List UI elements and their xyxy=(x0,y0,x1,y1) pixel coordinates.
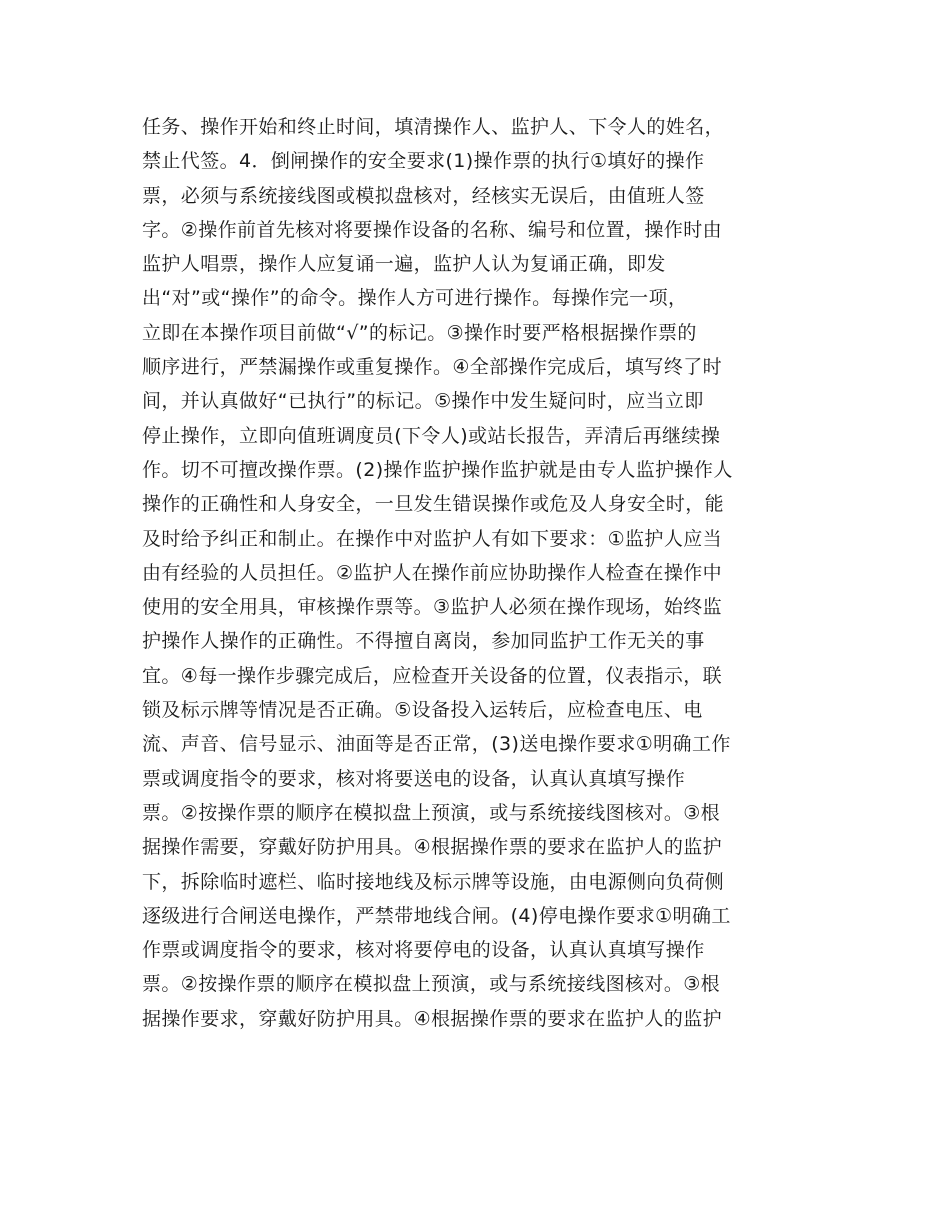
text-line: 出“对”或“操作”的命令。操作人方可进行操作。每操作完一项， xyxy=(142,287,688,310)
body-text xyxy=(142,110,822,1036)
text-line: 逐级进行合闸送电操作，严禁带地线合闸。(4)停电操作要求①明确工 xyxy=(142,904,731,927)
text-line: 字。②操作前首先核对将要操作设备的名称、编号和位置，操作时由 xyxy=(142,218,723,241)
text-line: 据操作需要，穿戴好防护用具。④根据操作票的要求在监护人的监护 xyxy=(142,836,723,859)
text-line: 作票或调度指令的要求，核对将要停电的设备，认真认真填写操作 xyxy=(142,939,705,962)
text-line: 护操作人操作的正确性。不得擅自离岗，参加同监护工作无关的事 xyxy=(142,630,705,653)
text-line: 票，必须与系统接线图或模拟盘核对，经核实无误后，由值班人签 xyxy=(142,184,705,207)
text-line: 监护人唱票，操作人应复诵一遍，监护人认为复诵正确，即发 xyxy=(142,253,666,276)
text-line: 顺序进行，严禁漏操作或重复操作。④全部操作完成后，填写终了时 xyxy=(142,356,723,379)
text-line: 据操作要求，穿戴好防护用具。④根据操作票的要求在监护人的监护 xyxy=(142,1007,723,1030)
text-line: 作。切不可擅改操作票。(2)操作监护操作监护就是由专人监护操作人 xyxy=(142,458,733,481)
text-line: 锁及标示牌等情况是否正确。⑤设备投入运转后，应检查电压、电 xyxy=(142,699,703,722)
text-line: 立即在本操作项目前做“√”的标记。③操作时要严格根据操作票的 xyxy=(142,321,697,344)
text-line: 宜。④每一操作步骤完成后，应检查开关设备的位置，仪表指示，联 xyxy=(142,664,723,687)
text-line: 操作的正确性和人身安全，一旦发生错误操作或危及人身安全时，能 xyxy=(142,493,725,516)
text-line: 任务、操作开始和终止时间，填清操作人、监护人、下令人的姓名， xyxy=(142,116,725,138)
text-line: 及时给予纠正和制止。在操作中对监护人有如下要求：①监护人应当 xyxy=(142,527,723,550)
text-line: 票。②按操作票的顺序在模拟盘上预演，或与系统接线图核对。③根 xyxy=(142,973,721,996)
text-line: 票或调度指令的要求，核对将要送电的设备，认真认真填写操作 xyxy=(142,767,686,790)
text-line: 禁止代签。4．倒闸操作的安全要求(1)操作票的执行①填好的操作 xyxy=(142,150,705,173)
text-line: 使用的安全用具，审核操作票等。③监护人必须在操作现场，始终监 xyxy=(142,596,723,619)
text-line: 停止操作，立即向值班调度员(下令人)或站长报告，弄清后再继续操 xyxy=(142,424,721,447)
text-line: 由有经验的人员担任。②监护人在操作前应协助操作人检查在操作中 xyxy=(142,561,723,584)
text-line: 票。②按操作票的顺序在模拟盘上预演，或与系统接线图核对。③根 xyxy=(142,801,721,824)
text-line: 流、声音、信号显示、油面等是否正常，(3)送电操作要求①明确工作 xyxy=(142,733,731,756)
text-line: 间，并认真做好“已执行”的标记。⑤操作中发生疑问时，应当立即 xyxy=(142,390,704,413)
text-line: 下，拆除临时遮栏、临时接地线及标示牌等设施，由电源侧向负荷侧 xyxy=(142,870,725,893)
